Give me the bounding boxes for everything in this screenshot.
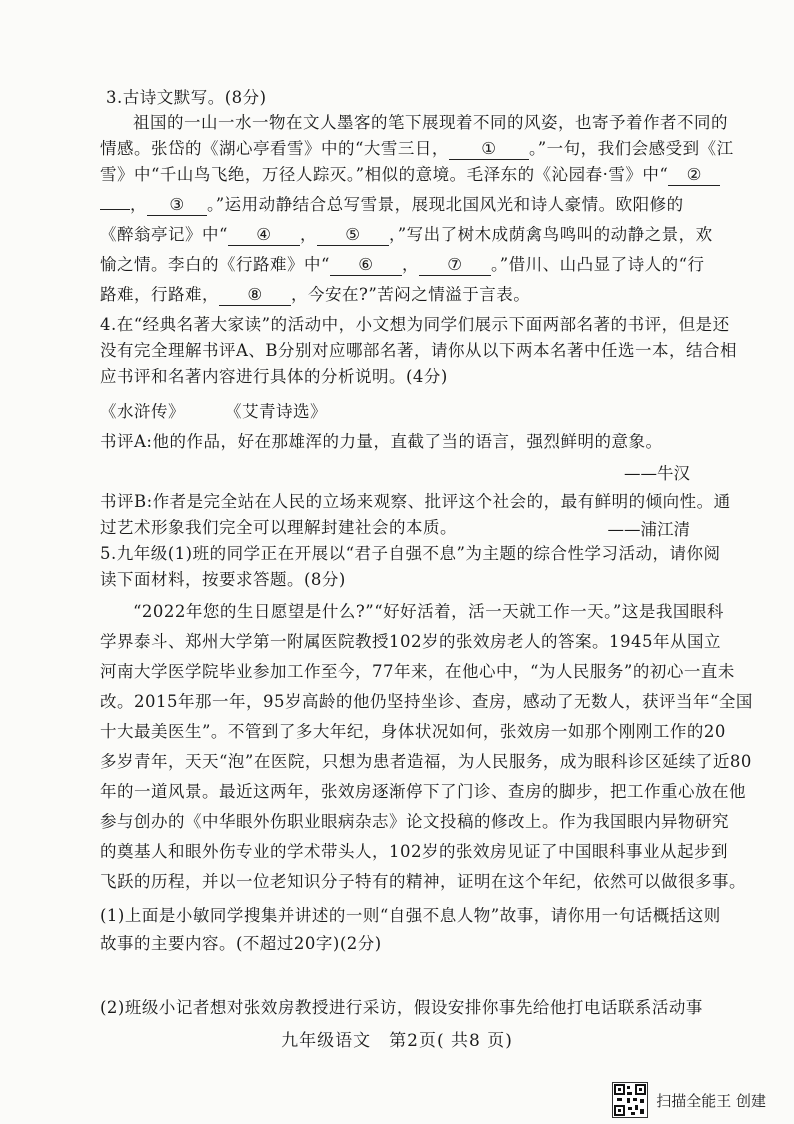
q5-para-8: 参与创办的《中华眼外伤职业眼病杂志》论文投稿的修改上。作为我国眼内异物研究 xyxy=(100,812,729,831)
q3-line-6: 愉之情。李白的《行路难》中“ ⑥ ， ⑦ 。”借川、山凸显了诗人的“行 xyxy=(100,255,705,274)
q4-line-3: 应书评和名著内容进行具体的分析说明。(4分) xyxy=(100,367,448,386)
blank-2-cont[interactable] xyxy=(100,209,130,210)
blank-3[interactable]: ③ xyxy=(147,195,207,216)
q3-line-7: 路难，行路难， ⑧ ，今安在?”苦闷之情溢于言表。 xyxy=(100,285,531,304)
q5-para-1: “2022年您的生日愿望是什么?”“好好活着，活一天就工作一天。”这是我国眼科 xyxy=(133,602,724,621)
blank-6[interactable]: ⑥ xyxy=(330,255,402,276)
blank-4[interactable]: ④ xyxy=(228,225,300,246)
q3-line-4: ， ③ 。”运用动静结合总写雪景，展现北国风光和诗人豪情。欧阳修的 xyxy=(100,193,700,217)
q3-title: 3.古诗文默写。(8分) xyxy=(106,88,267,107)
q5-sub2-line-1: (2)班级小记者想对张效房教授进行采访，假设安排你事先给他打电话联系活动事 xyxy=(100,998,703,1017)
book-shuihu: 《水浒传》 xyxy=(100,402,185,421)
review-a: 书评A:他的作品，好在那雄浑的力量，直截了当的语言，强烈鲜明的意象。 xyxy=(100,432,663,451)
q3-line-3: 雪》中“千山鸟飞绝，万径人踪灭。”相似的意境。毛泽东的《沁园春·雪》中“ ② xyxy=(100,163,700,187)
review-b-author: ——浦江清 xyxy=(607,520,690,539)
blank-1[interactable]: ① xyxy=(449,139,529,160)
q5-line-1: 5.九年级(1)班的同学正在开展以“君子自强不息”为主题的综合性学习活动，请你阅 xyxy=(100,544,721,563)
q5-para-2: 学界泰斗、郑州大学第一附属医院教授102岁的张效房老人的答案。1945年从国立 xyxy=(100,632,721,651)
page-footer: 九年级语文 第2页( 共8 页) xyxy=(281,1031,513,1051)
qr-code-icon xyxy=(612,1082,648,1118)
q3-line-2: 情感。张岱的《湖心亭看雪》中的“大雪三日， ① 。”一句，我们会感受到《江 xyxy=(100,139,734,158)
q5-para-7: 年的一道风景。最近这两年，张效房逐渐停下了门诊、查房的脚步，把工作重心放在他 xyxy=(100,782,746,801)
blank-7[interactable]: ⑦ xyxy=(419,255,491,276)
q5-para-6: 多岁青年，天天“泡”在医院，只想为患者造福，为人民服务，成为眼科诊区延续了近80 xyxy=(100,752,752,771)
blank-2[interactable]: ② xyxy=(668,165,720,186)
q5-line-2: 读下面材料，按要求答题。(8分) xyxy=(100,570,346,589)
review-a-author: ——牛汉 xyxy=(624,464,690,483)
blank-5[interactable]: ⑤ xyxy=(317,225,389,246)
q5-para-4: 改。2015年那一年，95岁高龄的他仍坚持坐诊、查房，感动了无数人，获评当年“全国 xyxy=(100,692,753,711)
q3-line-5: 《醉翁亭记》中“ ④ ， ⑤ ，”写出了树木成荫禽鸟鸣叫的动静之景，欢 xyxy=(100,225,713,244)
q5-sub1-line-1: (1)上面是小敏同学搜集并讲述的一则“自强不息人物”故事，请你用一句话概括这则 xyxy=(100,906,721,925)
blank-8[interactable]: ⑧ xyxy=(219,285,291,306)
q5-para-9: 的奠基人和眼外伤专业的学术带头人，102岁的张效房见证了中国眼科事业从起步到 xyxy=(100,842,728,861)
q3-line-1: 祖国的一山一水一物在文人墨客的笔下展现着不同的风姿，也寄予着作者不同的 xyxy=(133,113,728,132)
q5-para-10: 飞跃的历程，并以一位老知识分子特有的精神，证明在这个年纪，依然可以做很多事。 xyxy=(100,872,746,891)
review-b-line-1: 书评B:作者是完全站在人民的立场来观察、批评这个社会的，最有鲜明的倾向性。通 xyxy=(100,492,731,511)
q5-sub1-line-2: 故事的主要内容。(不超过20字)(2分) xyxy=(100,934,382,953)
q4-books xyxy=(100,400,700,424)
q4-line-1: 4.在“经典名著大家读”的活动中，小文想为同学们展示下面两部名著的书评，但是还 xyxy=(100,315,730,334)
q5-para-5: 十大最美医生”。不管到了多大年纪，身体状况如何，张效房一如那个刚刚工作的20 xyxy=(100,722,726,741)
book-aiqing: 《艾青诗选》 xyxy=(225,402,327,421)
camscanner-watermark xyxy=(612,1082,766,1118)
q4-line-2: 没有完全理解书评A、B分别对应哪部名著，请你从以下两本名著中任选一本，结合相 xyxy=(100,341,738,360)
q5-para-3: 河南大学医学院毕业参加工作至今，77年来，在他心中，“为人民服务”的初心一直未 xyxy=(100,662,735,681)
watermark-text: 扫描全能王 创建 xyxy=(656,1091,766,1110)
review-b-line-2: 过艺术形象我们完全可以理解封建社会的本质。 xyxy=(100,518,457,537)
